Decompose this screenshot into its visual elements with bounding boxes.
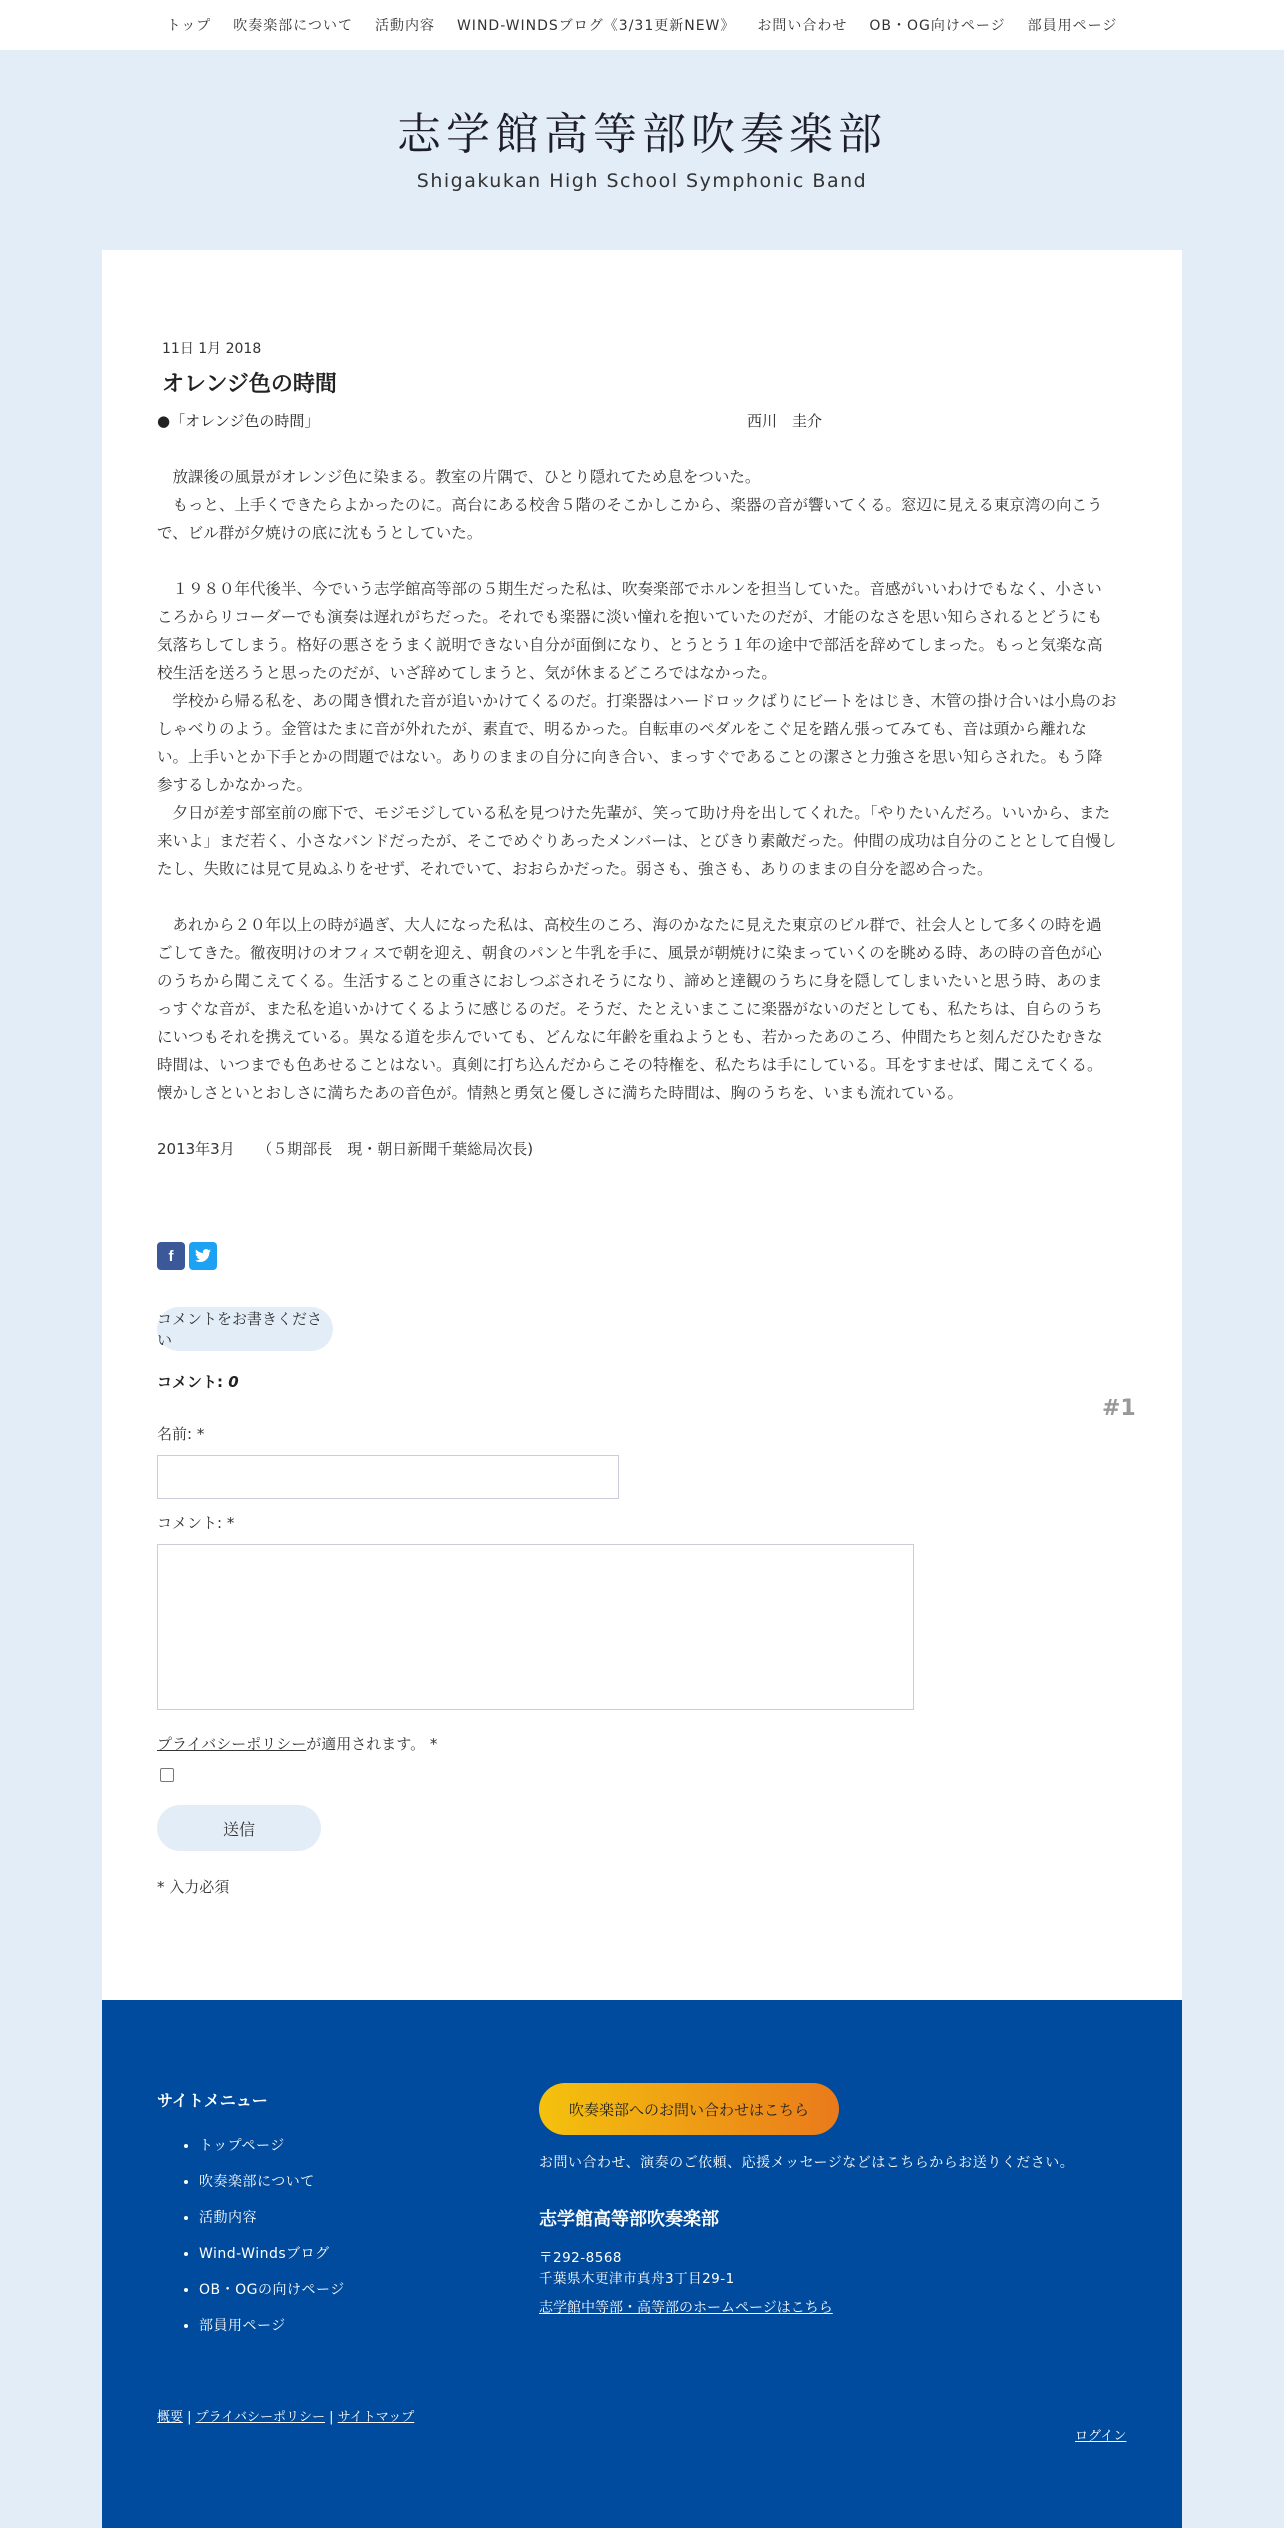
post-subtitle: ●「オレンジ色の時間」 (157, 412, 320, 430)
required-note: * 入力必須 (157, 1878, 230, 1896)
write-comment-button[interactable]: コメントをお書きください (157, 1307, 333, 1351)
contact-description: お問い合わせ、演奏のご依頼、応援メッセージなどはこちらからお送りください。 (539, 2155, 1075, 2171)
school-homepage-link[interactable]: 志学館中等部・高等部のホームページはこちら (539, 2300, 833, 2316)
footer-menu-item-top[interactable]: • トップページ (199, 2128, 345, 2164)
name-field[interactable] (157, 1455, 619, 1499)
nav-item-activities[interactable]: 活動内容 (374, 18, 435, 34)
name-label: 名前: * (157, 1425, 205, 1443)
facebook-icon[interactable]: f (157, 1242, 185, 1270)
comment-count (157, 1371, 239, 1392)
nav-item-contact[interactable]: お問い合わせ (757, 18, 848, 34)
comment-label: コメント: * (157, 1514, 235, 1532)
post-paragraph: 放課後の風景がオレンジ色に染まる。教室の片隅で、ひとり隠れてため息をついた。 (157, 468, 761, 486)
privacy-suffix: が適用されます。 * (306, 1735, 438, 1753)
paragraph-gap (157, 547, 1117, 575)
site-footer (102, 2000, 1182, 2528)
post-signature: 2013年3月 （５期部長 現・朝日新聞千葉総局次長) (157, 1140, 534, 1158)
privacy-policy-link[interactable]: プライバシーポリシー (157, 1735, 307, 1753)
post-paragraph: もっと、上手くできたらよかったのに。高台にある校舎５階のそこかしこから、楽器の音が響いてくる。窓辺に見える東京湾の向こうで、ビル群が夕焼けの底に沈もうとしていた。 (157, 496, 1103, 542)
contact-button[interactable]: 吹奏楽部へのお問い合わせはこちら (539, 2083, 839, 2135)
post-author: 西川 圭介 (747, 412, 823, 430)
comment-count-value: 0 (228, 1373, 239, 1391)
footer-menu-item-ob-og[interactable]: • OB・OGの向けページ (199, 2272, 345, 2308)
site-title[interactable]: 志学館高等部吹奏楽部 (397, 109, 887, 160)
post-date: 11日 1月 2018 (162, 341, 262, 357)
sitemap-link[interactable]: サイトマップ (337, 2410, 415, 2425)
post-paragraph: １９８０年代後半、今でいう志学館高等部の５期生だった私は、吹奏楽部でホルンを担当していた。音感がいいわけでもなく、小さいころからリコーダーでも演奏は遅れがちだった。それでも楽器に淡い憧れを抱いていたのだが、才能のなさを思い知らされるとどうにも気落ちしてしまう。格好の悪さをうまく説明できない自分が面倒になり、とうとう１年の途中で部活を辞めてしまった。もっと気楽な高校生活を送ろうと思ったのだが、いざ辞めてしまうと、気が休まるどころではなかった。 (157, 580, 1103, 682)
footer-menu (157, 2128, 345, 2344)
footer-menu-title: サイトメニュー (157, 2091, 268, 2110)
privacy-policy-footer-link[interactable]: プライバシーポリシー (195, 2410, 326, 2425)
post-body (157, 463, 1117, 1107)
nav-item-ob-og[interactable]: OB・OG向けページ (869, 18, 1006, 34)
footer-menu-item-members[interactable]: • 部員用ページ (199, 2308, 345, 2344)
post-paragraph: 夕日が差す部室前の廊下で、モジモジしている私を見つけた先輩が、笑って助け舟を出してくれた。「やりたいんだろ。いいから、また来いよ」まだ若く、小さなバンドだったが、そこでめぐりあったメンバーは、とびきり素敵だった。仲間の成功は自分のこととして自慢したし、失敗には見て見ぬふりをせず、それでいて、おおらかだった。弱さも、強さも、ありのままの自分を認め合った。 (157, 804, 1117, 878)
post-title: オレンジ色の時間 (162, 372, 337, 397)
post-paragraph: 学校から帰る私を、あの聞き慣れた音が追いかけてくるのだ。打楽器はハードロックばりにビートをはじき、木管の掛け合いは小鳥のおしゃべりのよう。金管はたまに音が外れたが、素直で、明るかった。自転車のペダルをこぐ足を踏ん張ってみても、音は頭から離れない。上手いとか下手とかの問題ではない。ありのままの自分に向き合い、まっすぐであることの潔さと力強さを思い知らされた。もう降参するしかなかった。 (157, 692, 1117, 794)
twitter-icon[interactable] (189, 1242, 217, 1270)
post-paragraph: あれから２０年以上の時が過ぎ、大人になった私は、高校生のころ、海のかなたに見えた東京のビル群で、社会人として多くの時を過ごしてきた。徹夜明けのオフィスで朝を迎え、朝食のパンと牛乳を手に、風景が朝焼けに染まっていくのを眺める時、あの時の音色が心のうちから聞こえてくる。生活することの重さにおしつぶされそうになり、諦めと達観のうちに身を隠してしまいたいと思う時、あのまっすぐな音が、また私を追いかけてくるように感じるのだ。そうだ、たとえいまここに楽器がないのだとしても、私たちは、自らのうちにいつもそれを携えている。異なる道を歩んでいても、どんなに年齢を重ねようとも、若かったあのころ、仲間たちと刻んだひたむきな時間は、いつまでも色あせることはない。真剣に打ち込んだからこその特権を、私たちは手にしている。耳をすませば、聞こえてくる。懐かしさといとおしさに満ちたあの音色が。情熱と勇気と優しさに満ちた時間は、胸のうちを、いまも流れている。 (157, 916, 1103, 1102)
site-subtitle: Shigakukan High School Symphonic Band (416, 170, 868, 192)
bird-icon (195, 1249, 211, 1263)
nav-item-blog[interactable]: WIND-WINDSブログ《3/31更新NEW》 (456, 18, 736, 34)
footer-menu-item-activities[interactable]: • 活動内容 (199, 2200, 345, 2236)
comment-count-label: コメント: (157, 1373, 229, 1391)
top-navigation (0, 0, 1284, 50)
footer-menu-item-blog[interactable]: • Wind-Windsブログ (199, 2236, 345, 2272)
footer-zip: 〒292-8568 (539, 2250, 622, 2266)
comment-anchor: #1 (1102, 1396, 1136, 1421)
paragraph-gap (157, 883, 1117, 911)
privacy-checkbox[interactable] (160, 1768, 174, 1782)
nav-item-top[interactable]: トップ (166, 18, 212, 34)
footer-org-name: 志学館高等部吹奏楽部 (539, 2209, 719, 2230)
footer-address: 千葉県木更津市真舟3丁目29-1 (539, 2271, 735, 2287)
submit-button[interactable]: 送信 (157, 1805, 321, 1851)
login-link[interactable]: ログイン (1075, 2429, 1127, 2444)
nav-item-about[interactable]: 吹奏楽部について (233, 18, 353, 34)
footer-menu-item-about[interactable]: • 吹奏楽部について (199, 2164, 345, 2200)
comment-field[interactable] (157, 1544, 914, 1710)
blog-post-card (102, 250, 1182, 2000)
overview-link[interactable]: 概要 (157, 2410, 184, 2425)
footer-bottom-links: 概要 | プライバシーポリシー | サイトマップ (157, 2410, 415, 2425)
share-buttons (157, 1242, 217, 1270)
nav-item-members[interactable]: 部員用ページ (1027, 18, 1118, 34)
privacy-notice (157, 1733, 437, 1754)
